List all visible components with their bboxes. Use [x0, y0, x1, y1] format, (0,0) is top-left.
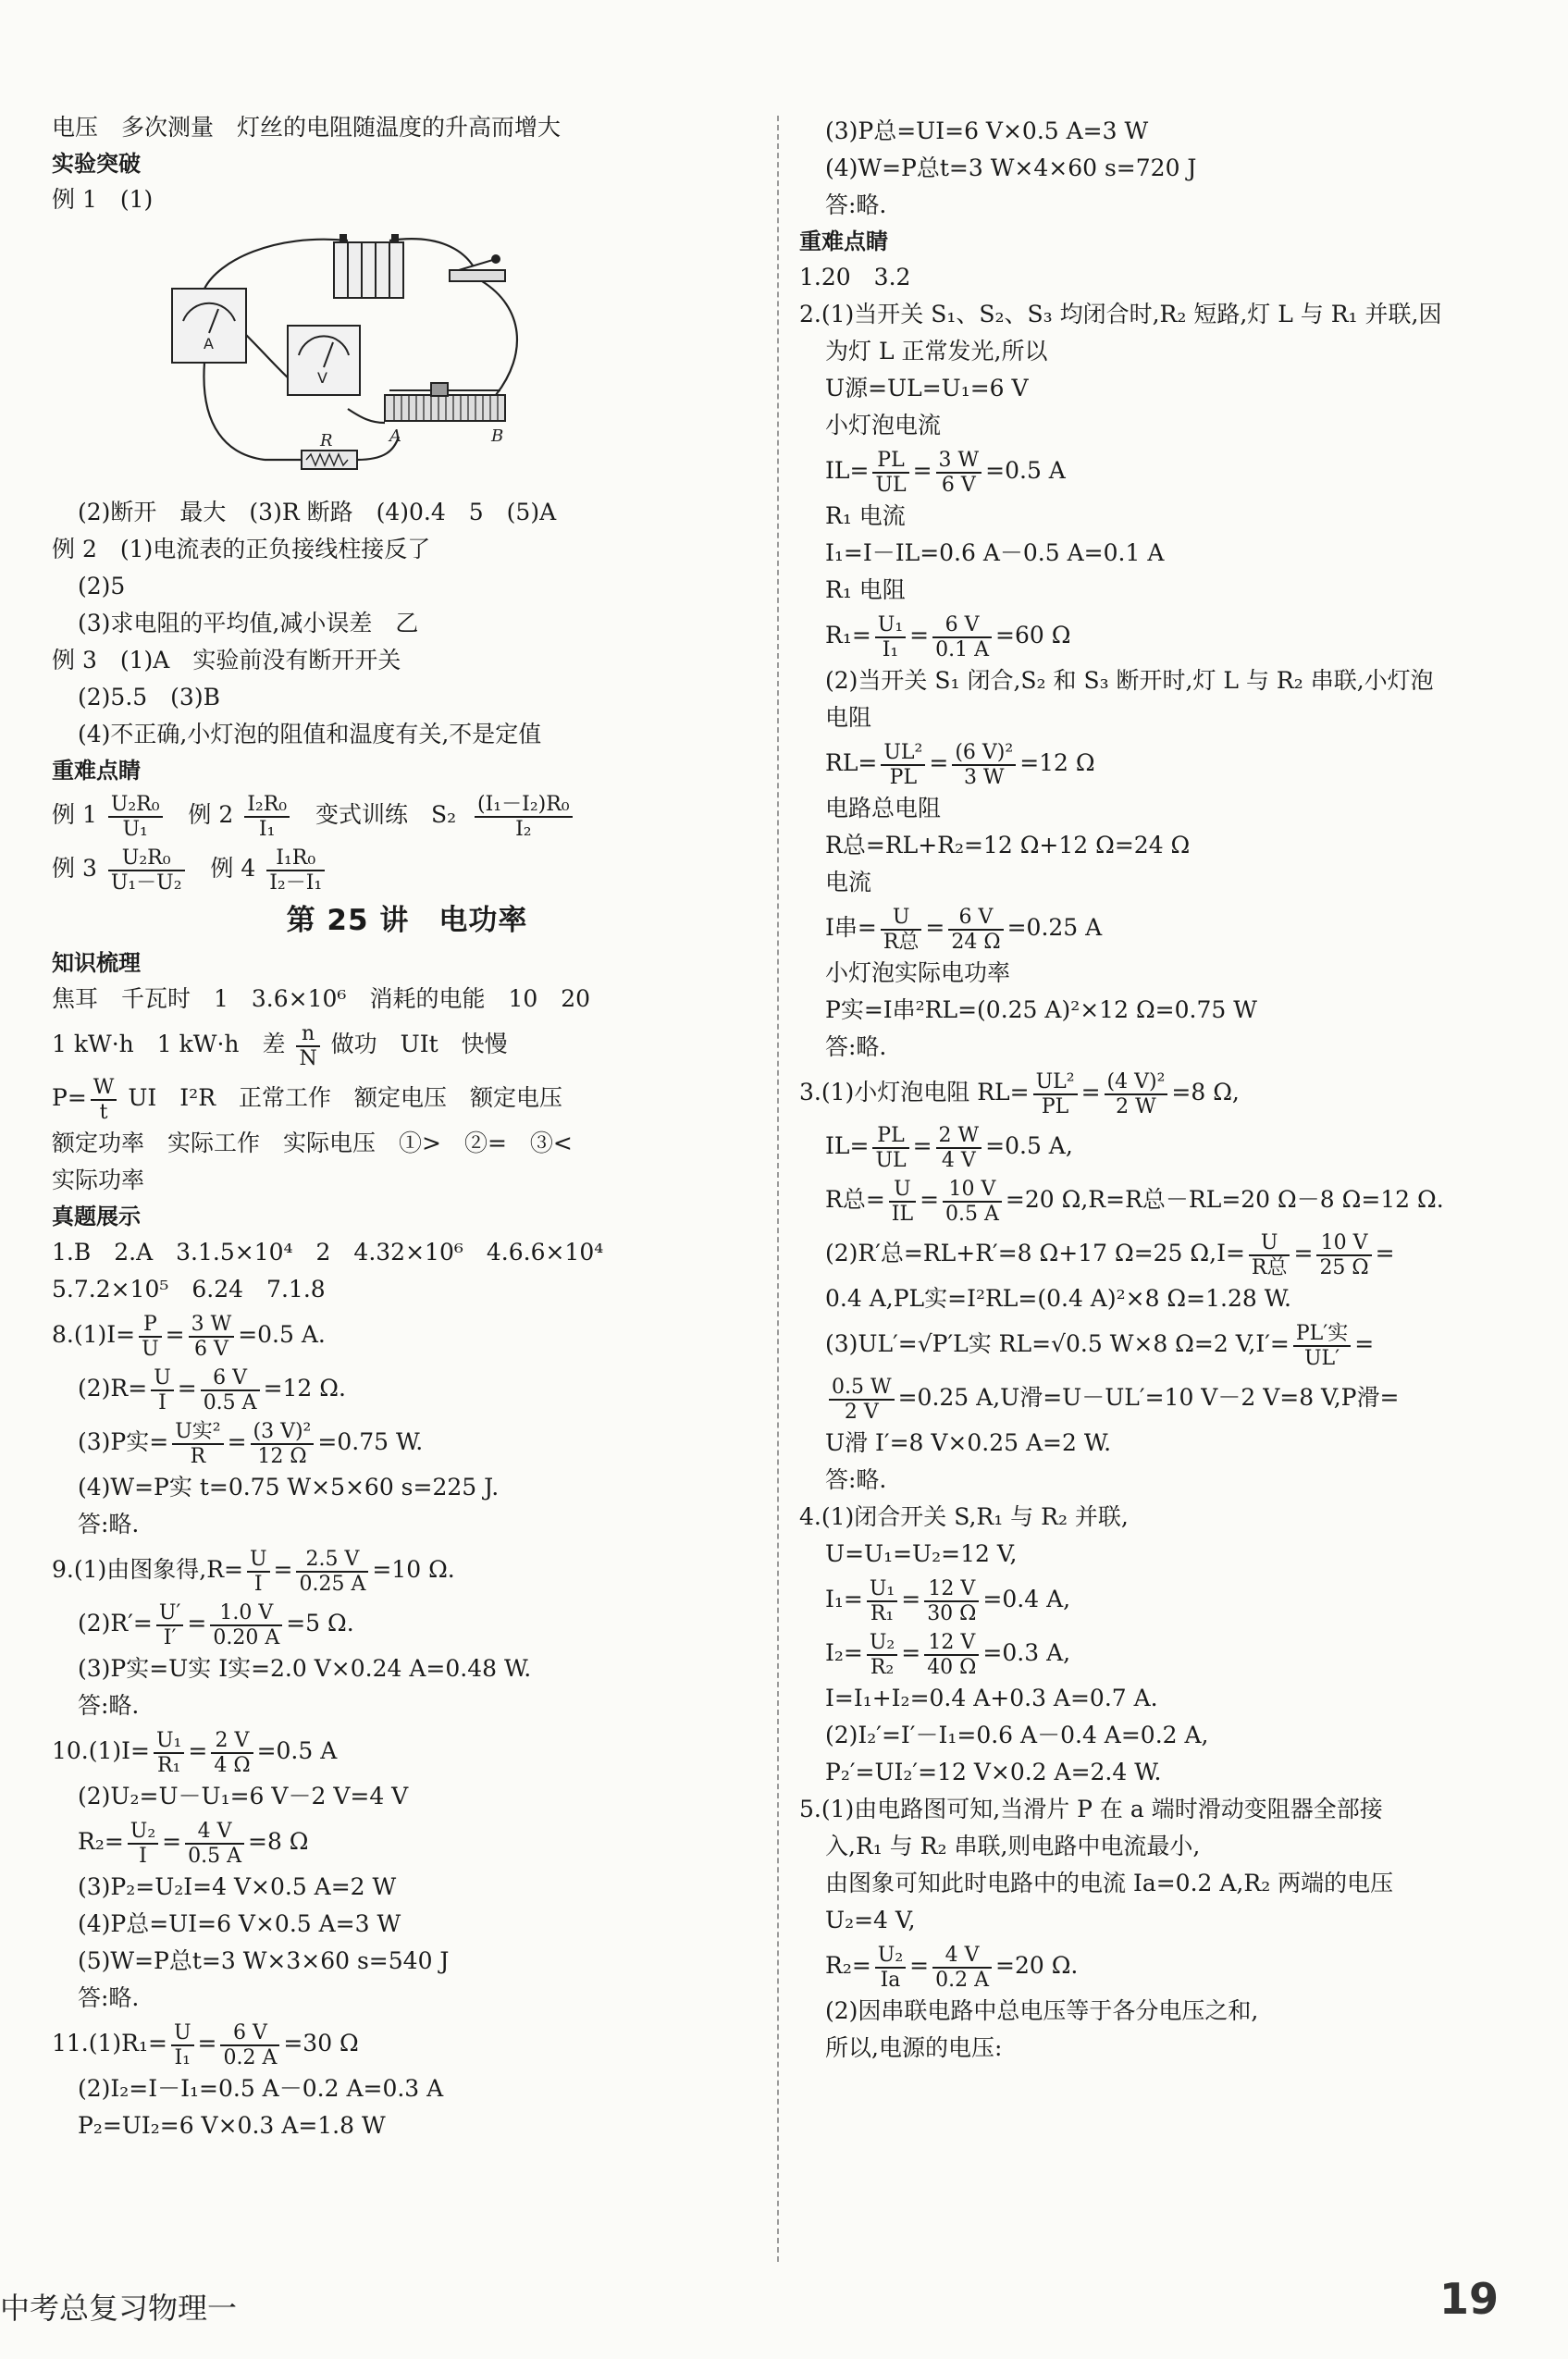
text-line: 额定功率 实际工作 实际电压 ①> ②= ③< — [52, 1130, 573, 1156]
formula-line: (3)P实= U实² R = $\frac{\text{(3 V)²}}{12 \Omega}$ =0.75 W. — [78, 1419, 424, 1468]
text-line: 1.20 3.2 — [799, 264, 911, 290]
text-line: P₂=UI₂=6 V×0.3 A=1.8 W — [78, 2112, 386, 2139]
formula-line: I串= U R总 = $\frac{6 V}{24 \Omega}$ =0.25 A — [825, 905, 1103, 954]
text-line: P₂′=UI₂′=12 V×0.2 A=2.4 W. — [825, 1759, 1162, 1785]
example-label: 变式训练 S₂ — [315, 801, 457, 828]
fraction: $\frac{\text{I₁R₀}}{\text{I₂－I₁}}$ — [266, 846, 325, 895]
text-line: (2)I₂=I－I₁=0.5 A－0.2 A=0.3 A — [78, 2075, 444, 2102]
formula-line: 1 kW·h 1 kW·h 差 $\frac{n}{N}$ 做功 UIt 快慢 — [52, 1021, 508, 1070]
text-line: (4)不正确,小灯泡的阻值和温度有关,不是定值 — [78, 721, 542, 747]
text-line: 答:略. — [825, 1466, 887, 1493]
text-line: 所以,电源的电压: — [825, 2034, 1003, 2061]
formula-line: 3.(1)小灯泡电阻 RL= $\frac{\text{UL²}}{PL}$ = $\frac{\text{(4 V)²}}{2 W}$ =8 Ω, — [799, 1069, 1240, 1118]
voltmeter-icon — [288, 326, 360, 395]
text-line: (3)P₂=U₂I=4 V×0.5 A=2 W — [78, 1873, 397, 1900]
formula-line: 9.(1)由图象得,R= $\frac{U}{I}$ = $\frac{2.5 V}{0.25 A}$ =10 Ω. — [52, 1547, 455, 1596]
text-line: U滑 I′=8 V×0.25 A=2 W. — [825, 1429, 1112, 1456]
formula-line: (2)R′= $\frac{U'}{I'}$ = $\frac{1.0 V}{0.20 A}$ =5 Ω. — [78, 1600, 354, 1649]
text-line: 电流 — [825, 869, 872, 895]
formula-line: R总= $\frac{U}{IL}$ = $\frac{10 V}{0.5 A}$ =20 Ω,R=R总－RL=20 Ω－8 Ω=12 Ω. — [825, 1177, 1444, 1226]
text-line: 4.(1)闭合开关 S,R₁ 与 R₂ 并联, — [799, 1503, 1129, 1530]
formula-line: (2)R′总=RL+R′=8 Ω+17 Ω=25 Ω,I= U R总 = $\frac{10 V}{25 \Omega}$ = — [825, 1230, 1395, 1279]
text-line: (2)当开关 S₁ 闭合,S₂ 和 S₃ 断开时,灯 L 与 R₂ 串联,小灯泡 — [825, 667, 1434, 694]
formula-line — [52, 842, 762, 895]
fraction: $\frac{\text{U₂R₀}}{\text{U₁－U₂}}$ — [108, 846, 185, 895]
section-heading-knowledge: 知识梳理 — [52, 950, 141, 976]
svg-text:A: A — [204, 335, 214, 352]
section-heading-key: 重难点睛 — [799, 228, 888, 254]
example-label: 例 2 — [188, 801, 234, 828]
text-line: (2)U₂=U－U₁=6 V－2 V=4 V — [78, 1783, 409, 1809]
column-divider — [777, 116, 779, 2262]
text-line: 为灯 L 正常发光,所以 — [825, 338, 1048, 364]
formula-line: $\frac{0.5 W}{2 V}$ =0.25 A,U滑=U－UL′=10 V－2 V=8 V,P滑= — [799, 1371, 1521, 1425]
text-line: 答:略. — [78, 1984, 140, 2011]
text-line: U₂=4 V, — [825, 1907, 916, 1933]
fraction: $\frac{\text{(I₁－I₂)R₀}}{\text{I₂}}$ — [475, 793, 573, 841]
rheostat-icon — [385, 383, 505, 421]
text-line: (2)I₂′=I′－I₁=0.6 A－0.4 A=0.2 A, — [825, 1722, 1209, 1748]
text-line: I=I₁+I₂=0.4 A+0.3 A=0.7 A. — [825, 1685, 1158, 1711]
text-line: 小灯泡电流 — [825, 412, 942, 438]
label-b: B — [491, 426, 504, 446]
formula-line: R₂= $\frac{\text{U₂}}{I}$ = $\frac{4 V}{0.5 A}$ =8 Ω — [78, 1819, 309, 1868]
text-line: (3)P实=U实 I实=2.0 V×0.24 A=0.48 W. — [78, 1655, 532, 1682]
wire — [204, 363, 265, 460]
formula-line: R₁= $\frac{\text{U₁}}{\text{I₁}}$ = $\frac{6 V}{0.1 A}$ =60 Ω — [825, 612, 1071, 661]
formula-line: RL= $\frac{\text{UL²}}{PL}$ = $\frac{\text{(6 V)²}}{3 W}$ =12 Ω — [825, 740, 1095, 789]
formula-line: (3)UL′=√P′L实 RL=√0.5 W×8 Ω=2 V,I′= PL′实 UL′ = — [825, 1321, 1375, 1370]
text-line: P实=I串²RL=(0.25 A)²×12 Ω=0.75 W — [825, 996, 1257, 1023]
text-line: 0.4 A,PL实=I²RL=(0.4 A)²×8 Ω=1.28 W. — [825, 1285, 1291, 1312]
text-line: (5)W=P总t=3 W×3×60 s=540 J — [78, 1947, 450, 1974]
text-line: (4)W=P实 t=0.75 W×5×60 s=225 J. — [78, 1474, 500, 1501]
text-line: 2.(1)当开关 S₁、S₂、S₃ 均闭合时,R₂ 短路,灯 L 与 R₁ 并联,因 — [799, 301, 1442, 327]
example-label: 例 1 — [52, 801, 97, 828]
switch-icon — [450, 255, 505, 281]
section-heading-experiment: 实验突破 — [52, 151, 141, 177]
fraction: $\frac{W}{t}$ — [91, 1076, 117, 1124]
text-line: 5.(1)由电路图可知,当滑片 P 在 a 端时滑动变阻器全部接 — [799, 1796, 1383, 1822]
text-line: 例 2 (1)电流表的正负接线柱接反了 — [52, 536, 431, 562]
formula-line: 10.(1)I= $\frac{\text{U₁}}{\text{R₁}}$ = $\frac{2 V}{4 \Omega}$ =0.5 A — [52, 1728, 338, 1777]
text-line: 1.B 2.A 3.1.5×10⁴ 2 4.32×10⁶ 4.6.6×10⁴ — [52, 1239, 604, 1266]
footer-book-title: 中考总复习物理一 — [0, 2291, 238, 2326]
formula-line: I₂= $\frac{\text{U₂}}{\text{R₂}}$ = $\frac{12 V}{40 \Omega}$ =0.3 A, — [825, 1630, 1071, 1679]
formula-line: (2)R= $\frac{U}{I}$ = $\frac{6 V}{0.5 A}$ =12 Ω. — [78, 1365, 346, 1414]
fraction: $\frac{\text{I₂R₀}}{\text{I₁}}$ — [244, 793, 290, 841]
svg-text:V: V — [317, 369, 327, 387]
text-line: 实际功率 — [52, 1167, 145, 1193]
text-line: (2)5 — [78, 573, 126, 599]
text-line: R₁ 电流 — [825, 502, 906, 529]
battery-icon — [334, 235, 403, 298]
text-line: 答:略. — [78, 1511, 140, 1538]
wire — [204, 240, 348, 289]
text-line: (3)求电阻的平均值,减小误差 乙 — [78, 610, 419, 636]
formula-line: R₂= $\frac{\text{U₂}}{Ia}$ = $\frac{4 V}{0.2 A}$ =20 Ω. — [825, 1943, 1079, 1992]
text-line: (4)W=P总t=3 W×4×60 s=720 J — [825, 154, 1197, 181]
formula-line: I₁= $\frac{\text{U₁}}{\text{R₁}}$ = $\frac{12 V}{30 \Omega}$ =0.4 A, — [825, 1576, 1071, 1625]
right-column — [799, 113, 1521, 2067]
text-line: 例 1 (1) — [52, 186, 154, 213]
wire — [348, 409, 385, 423]
example-label: 例 4 — [210, 855, 256, 882]
text-line: U=U₁=U₂=12 V, — [825, 1540, 1018, 1567]
text-line: 入,R₁ 与 R₂ 串联,则电路中电流最小, — [825, 1833, 1201, 1859]
fraction: $\frac{\text{U₂R₀}}{\text{U₁}}$ — [108, 793, 163, 841]
text-line: 5.7.2×10⁵ 6.24 7.1.8 — [52, 1276, 326, 1303]
ammeter-icon — [172, 289, 246, 363]
section-heading-key: 重难点睛 — [52, 758, 141, 784]
text-line: U源=UL=U₁=6 V — [825, 375, 1029, 401]
left-column — [52, 109, 762, 2144]
label-r: R — [320, 431, 333, 451]
text-line: (4)P总=UI=6 V×0.5 A=3 W — [78, 1910, 401, 1937]
text-line: R₁ 电阻 — [825, 576, 906, 603]
formula-line: IL= $\frac{PL}{UL}$ = $\frac{2 W}{4 V}$ =0.5 A, — [825, 1123, 1073, 1172]
formula-line: 8.(1)I= $\frac{P}{U}$ = $\frac{3 W}{6 V}$ =0.5 A. — [52, 1312, 326, 1361]
text-line: 电路总电阻 — [825, 795, 942, 821]
text-line: 答:略. — [825, 1033, 887, 1060]
text-line: 小灯泡实际电功率 — [825, 959, 1011, 986]
formula-line: IL= $\frac{PL}{UL}$ = $\frac{3 W}{6 V}$ =0.5 A — [825, 448, 1066, 497]
text-line: 电阻 — [825, 704, 872, 731]
text-line: R总=RL+R₂=12 Ω+12 Ω=24 Ω — [825, 832, 1191, 858]
formula-line — [52, 788, 762, 842]
wire — [482, 281, 517, 395]
text-line: 答:略. — [825, 191, 887, 218]
text-line: (2)断开 最大 (3)R 断路 (4)0.4 5 (5)A — [78, 499, 557, 525]
text-line: 电压 多次测量 灯丝的电阻随温度的升高而增大 — [52, 114, 562, 141]
text-line: 焦耳 千瓦时 1 3.6×10⁶ 消耗的电能 10 20 — [52, 985, 591, 1012]
formula-line: 11.(1)R₁= $\frac{U}{\text{I₁}}$ = $\frac{6 V}{0.2 A}$ =30 Ω — [52, 2020, 359, 2069]
text-line: (3)P总=UI=6 V×0.5 A=3 W — [825, 117, 1149, 144]
formula-line: P= $\frac{W}{t}$ UI I²R 正常工作 额定电压 额定电压 — [52, 1075, 563, 1124]
example-label: 例 3 — [52, 855, 97, 882]
section-heading-real: 真题展示 — [52, 1204, 141, 1229]
lecture-title: 第 25 讲 电功率 — [286, 904, 528, 937]
text-line: I₁=I－IL=0.6 A－0.5 A=0.1 A — [825, 539, 1165, 566]
text-line: 由图象可知此时电路中的电流 Ia=0.2 A,R₂ 两端的电压 — [825, 1870, 1394, 1896]
text-line: 例 3 (1)A 实验前没有断开开关 — [52, 647, 401, 673]
resistor-icon — [302, 451, 357, 469]
label-a: A — [389, 426, 401, 446]
fraction: $\frac{n}{N}$ — [296, 1022, 319, 1070]
circuit-diagram — [163, 224, 551, 483]
text-line: (2)5.5 (3)B — [78, 684, 220, 710]
text-line: 答:略. — [78, 1692, 140, 1719]
page-number: 19 — [1439, 2274, 1500, 2324]
text-line: (2)因串联电路中总电压等于各分电压之和, — [825, 1997, 1259, 2024]
